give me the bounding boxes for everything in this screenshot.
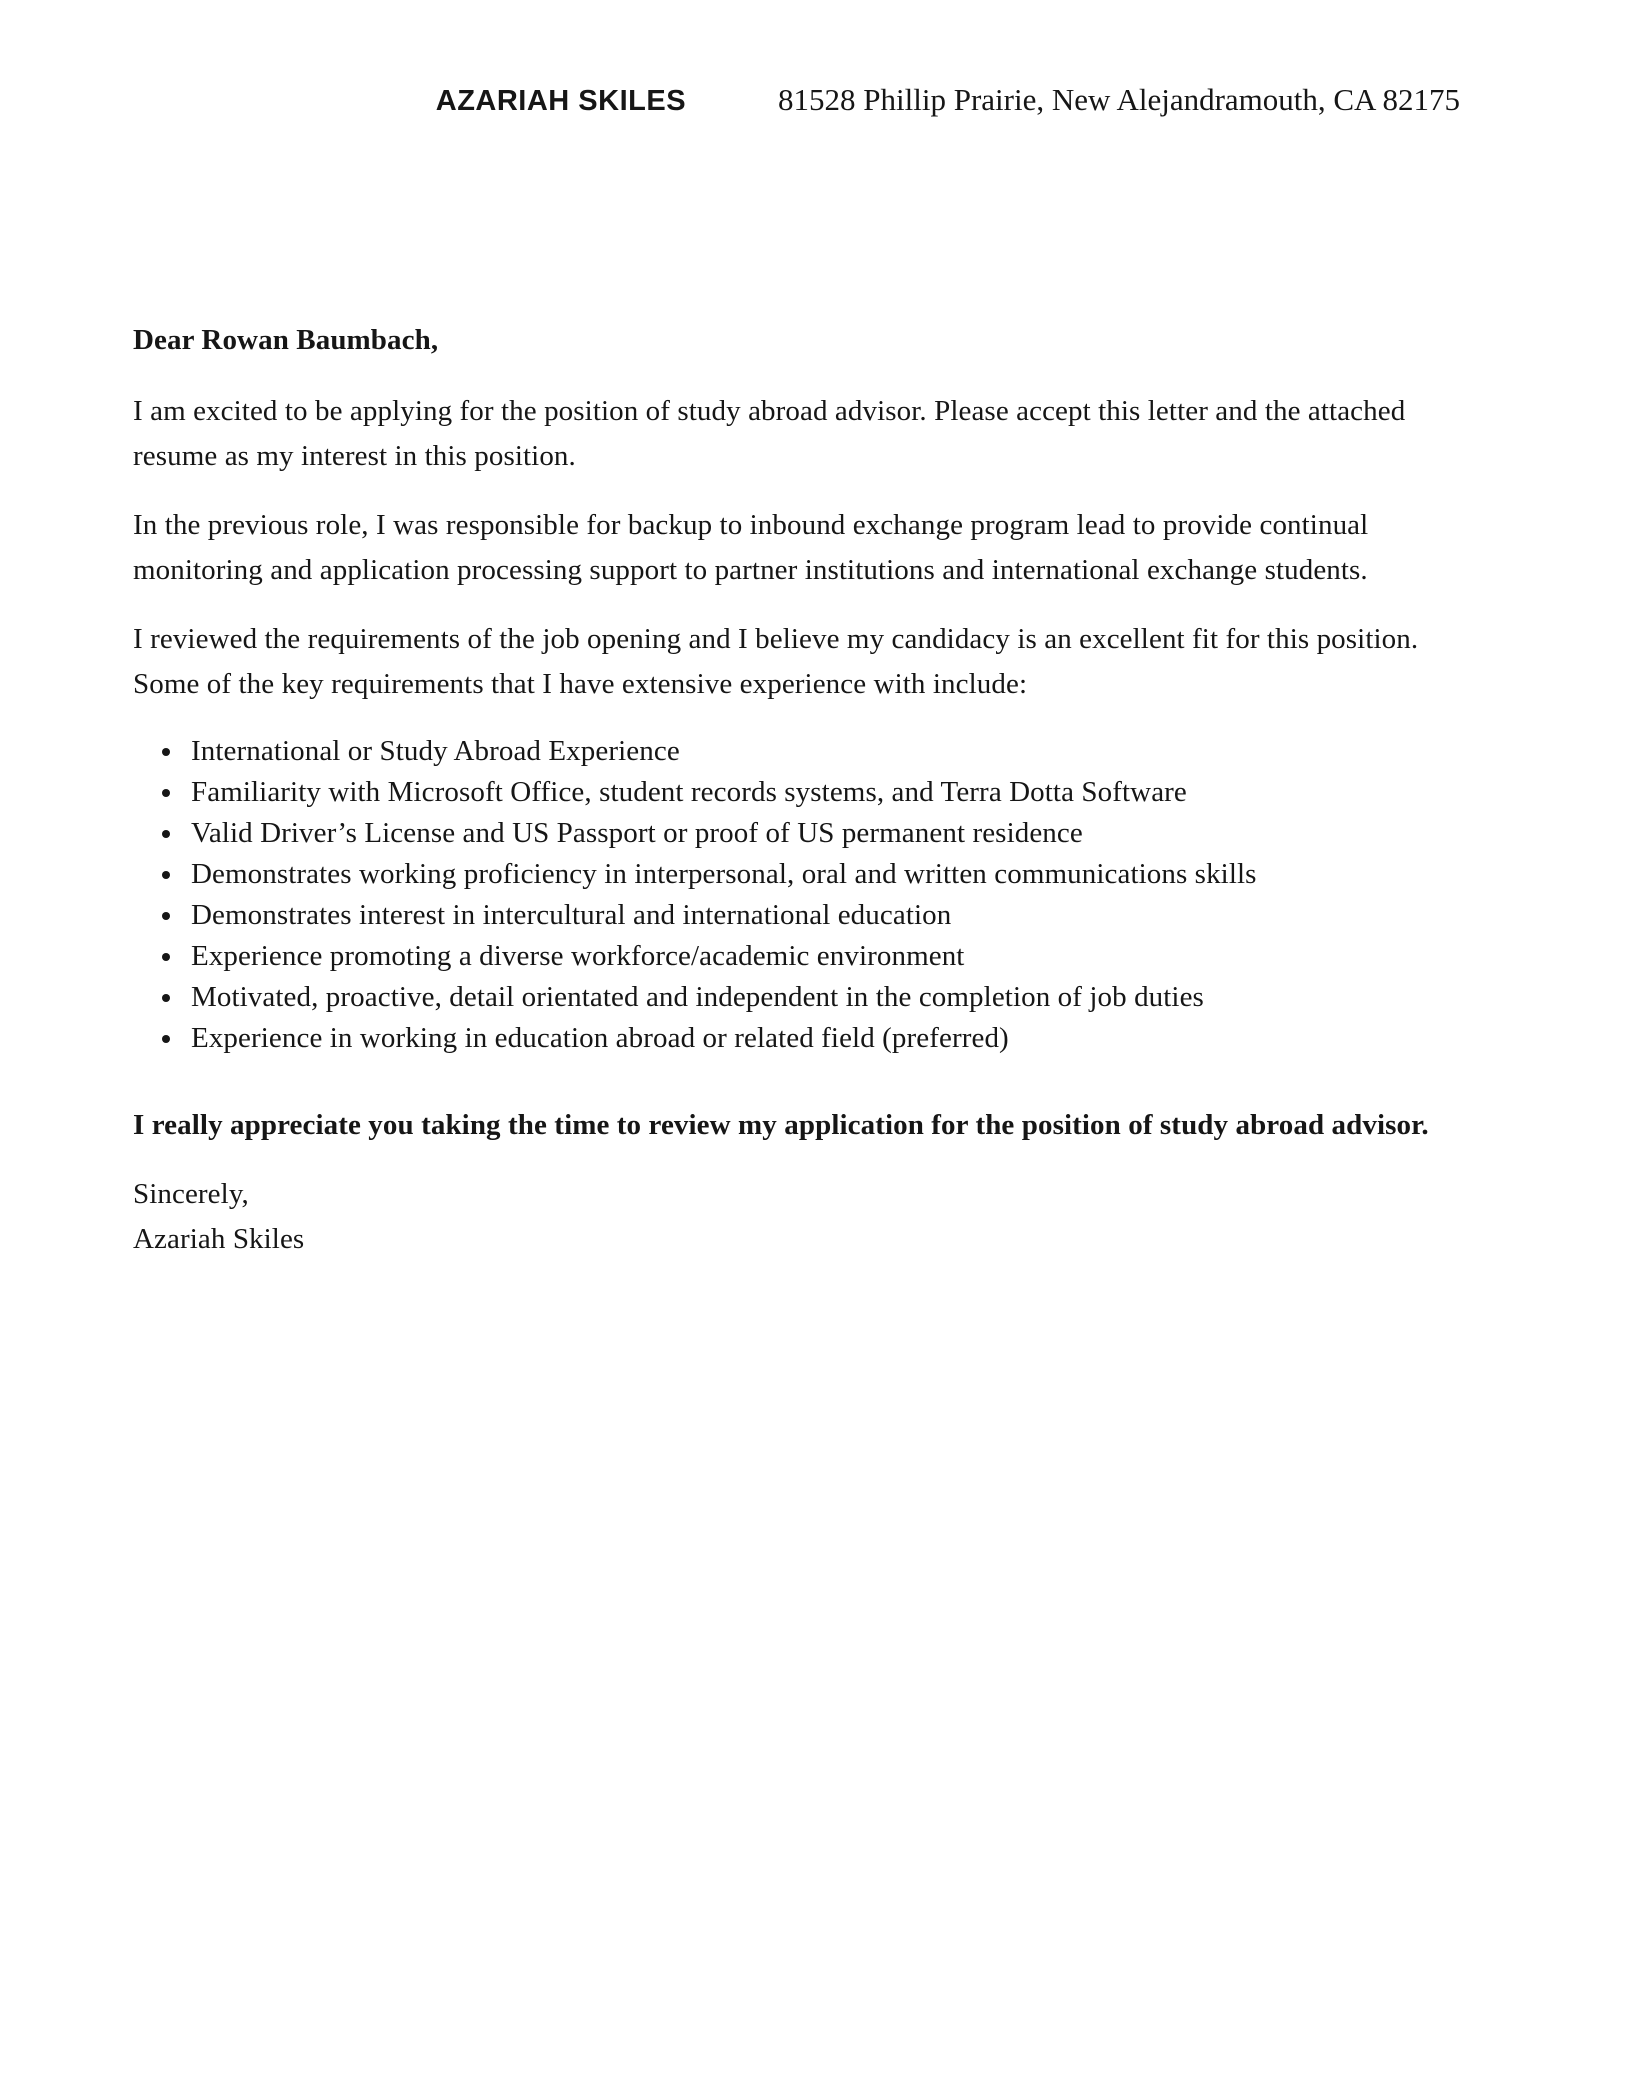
list-item-intercultural-interest: • Demonstrates interest in intercultural and international education	[185, 895, 1478, 936]
list-item-motivated-proactive: • Motivated, proactive, detail orientated and independent in the completion of job duties	[185, 977, 1478, 1018]
sender-name: AZARIAH SKILES	[435, 85, 687, 117]
list-item-international-experience: • International or Study Abroad Experience	[185, 731, 1478, 772]
signoff-word: Sincerely,	[133, 1178, 249, 1210]
letter-header	[133, 82, 1460, 118]
paragraph-introduction: I am excited to be applying for the position of study abroad advisor. Please accept this letter and the attached resume as my interest in this position.	[133, 395, 1406, 472]
list-item-education-abroad: • Experience in working in education abroad or related field (preferred)	[185, 1018, 1478, 1059]
letter-body	[133, 318, 1478, 1262]
list-item-communication-skills: • Demonstrates working proficiency in interpersonal, oral and written communications skills	[185, 854, 1478, 895]
salutation: Dear Rowan Baumbach,	[133, 324, 439, 356]
sender-address: 81528 Phillip Prairie, New Alejandramouth, CA 82175	[778, 82, 1460, 117]
requirements-list	[133, 731, 1478, 1059]
signoff-block	[133, 1172, 1478, 1262]
paragraph-previous-role: In the previous role, I was responsible for backup to inbound exchange program lead to provide continual monitoring and application processing support to partner institutions and international exchange students.	[133, 509, 1369, 586]
list-item-license-passport: • Valid Driver’s License and US Passport or proof of US permanent residence	[185, 813, 1478, 854]
paragraph-requirements-intro: I reviewed the requirements of the job opening and I believe my candidacy is an excellent fit for this position. Some of the key requirements that I have extensive experience with include:	[133, 623, 1419, 700]
list-item-software-familiarity: • Familiarity with Microsoft Office, student records systems, and Terra Dotta Software	[185, 772, 1478, 813]
list-item-diverse-workforce: • Experience promoting a diverse workforce/academic environment	[185, 936, 1478, 977]
signature-name: Azariah Skiles	[133, 1223, 305, 1255]
closing-statement: I really appreciate you taking the time to review my application for the position of study abroad advisor.	[133, 1109, 1429, 1141]
